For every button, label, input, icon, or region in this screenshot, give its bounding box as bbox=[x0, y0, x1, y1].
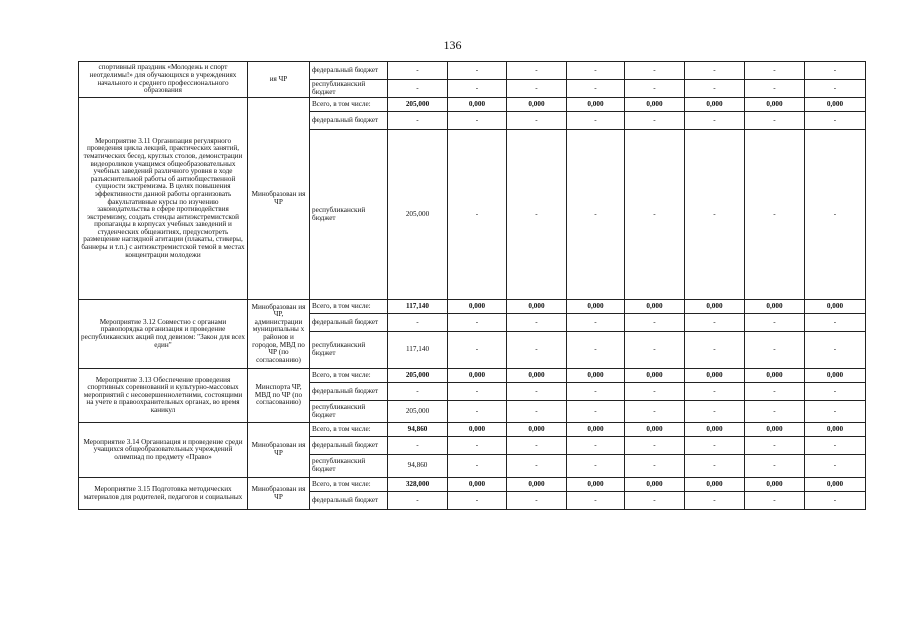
amount-cell: - bbox=[745, 437, 805, 455]
amount-cell: 0,000 bbox=[625, 423, 685, 437]
amount-cell: 0,000 bbox=[448, 369, 507, 383]
amount-cell: - bbox=[567, 437, 625, 455]
amount-cell: - bbox=[805, 383, 866, 401]
funding-source-cell: федеральный бюджет bbox=[310, 314, 388, 332]
amount-cell: 94,860 bbox=[388, 455, 448, 478]
amount-cell: - bbox=[625, 62, 685, 80]
amount-cell: - bbox=[567, 130, 625, 300]
executor-cell: Минспорта ЧР, МВД по ЧР (по согласованию) bbox=[248, 369, 310, 423]
amount-cell: 0,000 bbox=[448, 423, 507, 437]
amount-cell: 0,000 bbox=[745, 369, 805, 383]
amount-cell: - bbox=[745, 130, 805, 300]
amount-cell: 0,000 bbox=[805, 369, 866, 383]
amount-cell: - bbox=[805, 492, 866, 510]
amount-cell: 0,000 bbox=[625, 300, 685, 314]
amount-cell: - bbox=[567, 314, 625, 332]
amount-cell: 117,140 bbox=[388, 300, 448, 314]
table-row bbox=[79, 423, 866, 437]
amount-cell: - bbox=[685, 383, 745, 401]
amount-cell: 0,000 bbox=[567, 478, 625, 492]
amount-cell: 117,140 bbox=[388, 332, 448, 369]
amount-cell: - bbox=[625, 130, 685, 300]
amount-cell: - bbox=[507, 62, 567, 80]
amount-cell: - bbox=[507, 80, 567, 98]
table-row bbox=[79, 62, 866, 80]
amount-cell: - bbox=[805, 130, 866, 300]
amount-cell: - bbox=[685, 130, 745, 300]
amount-cell: - bbox=[567, 383, 625, 401]
amount-cell: - bbox=[567, 80, 625, 98]
amount-cell: - bbox=[805, 314, 866, 332]
measure-cell: Мероприятие 3.15 Подготовка методических материалов для родителей, педагогов и социальных bbox=[79, 478, 248, 510]
amount-cell: - bbox=[745, 401, 805, 423]
budget-table bbox=[78, 61, 866, 510]
amount-cell: - bbox=[448, 383, 507, 401]
amount-cell: - bbox=[448, 314, 507, 332]
amount-cell: - bbox=[388, 62, 448, 80]
amount-cell: 0,000 bbox=[805, 300, 866, 314]
amount-cell: - bbox=[685, 314, 745, 332]
amount-cell: - bbox=[388, 314, 448, 332]
funding-source-cell: Всего, в том числе: bbox=[310, 369, 388, 383]
amount-cell: 0,000 bbox=[805, 478, 866, 492]
executor-cell: Минобразован ия ЧР bbox=[248, 423, 310, 478]
amount-cell: 328,000 bbox=[388, 478, 448, 492]
amount-cell: - bbox=[745, 332, 805, 369]
table-row bbox=[79, 369, 866, 383]
amount-cell: 0,000 bbox=[685, 478, 745, 492]
amount-cell: 0,000 bbox=[507, 300, 567, 314]
funding-source-cell: Всего, в том числе: bbox=[310, 478, 388, 492]
amount-cell: - bbox=[567, 62, 625, 80]
amount-cell: - bbox=[625, 401, 685, 423]
amount-cell: - bbox=[805, 80, 866, 98]
amount-cell: - bbox=[507, 314, 567, 332]
amount-cell: 0,000 bbox=[507, 423, 567, 437]
amount-cell: - bbox=[388, 492, 448, 510]
executor-cell: Минобразован ия ЧР bbox=[248, 478, 310, 510]
funding-source-cell: федеральный бюджет bbox=[310, 492, 388, 510]
amount-cell: - bbox=[625, 314, 685, 332]
amount-cell: - bbox=[448, 492, 507, 510]
amount-cell: - bbox=[685, 437, 745, 455]
amount-cell: - bbox=[567, 492, 625, 510]
amount-cell: - bbox=[388, 437, 448, 455]
amount-cell: 94,860 bbox=[388, 423, 448, 437]
amount-cell: - bbox=[388, 112, 448, 130]
amount-cell: 0,000 bbox=[685, 369, 745, 383]
amount-cell: 0,000 bbox=[567, 300, 625, 314]
amount-cell: - bbox=[805, 332, 866, 369]
amount-cell: - bbox=[448, 401, 507, 423]
amount-cell: - bbox=[625, 332, 685, 369]
amount-cell: 0,000 bbox=[745, 478, 805, 492]
table-row bbox=[79, 478, 866, 492]
funding-source-cell: республиканский бюджет bbox=[310, 332, 388, 369]
amount-cell: - bbox=[685, 401, 745, 423]
funding-source-cell: республиканский бюджет bbox=[310, 80, 388, 98]
amount-cell: - bbox=[745, 112, 805, 130]
amount-cell: 0,000 bbox=[685, 98, 745, 112]
amount-cell: 0,000 bbox=[745, 423, 805, 437]
measure-cell: Мероприятие 3.13 Обеспечение проведения спортивных соревнований и культурно-массовых мероприятий с несовершеннолетними, состоящими на учете в правоохранительных органах, во время каникул bbox=[79, 369, 248, 423]
amount-cell: 0,000 bbox=[567, 98, 625, 112]
amount-cell: 0,000 bbox=[685, 423, 745, 437]
amount-cell: - bbox=[448, 455, 507, 478]
amount-cell: 0,000 bbox=[448, 300, 507, 314]
amount-cell: - bbox=[507, 130, 567, 300]
measure-cell: спортивный праздник «Молодежь и спорт неотделимы!» для обучающихся в учреждениях начального и среднего профессионального образования bbox=[79, 62, 248, 98]
amount-cell: - bbox=[685, 80, 745, 98]
amount-cell: - bbox=[685, 332, 745, 369]
amount-cell: 0,000 bbox=[745, 300, 805, 314]
funding-source-cell: республиканский бюджет bbox=[310, 401, 388, 423]
amount-cell: - bbox=[507, 332, 567, 369]
table-row bbox=[79, 98, 866, 112]
amount-cell: - bbox=[388, 80, 448, 98]
amount-cell: - bbox=[745, 62, 805, 80]
funding-source-cell: Всего, в том числе: bbox=[310, 300, 388, 314]
amount-cell: - bbox=[805, 437, 866, 455]
funding-source-cell: федеральный бюджет bbox=[310, 383, 388, 401]
table-row bbox=[79, 300, 866, 314]
amount-cell: 0,000 bbox=[567, 369, 625, 383]
amount-cell: - bbox=[507, 383, 567, 401]
amount-cell: 0,000 bbox=[507, 98, 567, 112]
funding-source-cell: федеральный бюджет bbox=[310, 437, 388, 455]
amount-cell: 205,000 bbox=[388, 369, 448, 383]
amount-cell: - bbox=[507, 437, 567, 455]
amount-cell: - bbox=[685, 112, 745, 130]
amount-cell: - bbox=[685, 455, 745, 478]
measure-cell: Мероприятие 3.12 Совместно с органами правопорядка организация и проведение республиканских акций под девизом: "Закон для всех един" bbox=[79, 300, 248, 369]
amount-cell: - bbox=[685, 62, 745, 80]
amount-cell: 0,000 bbox=[805, 423, 866, 437]
amount-cell: - bbox=[805, 455, 866, 478]
amount-cell: - bbox=[507, 492, 567, 510]
amount-cell: - bbox=[507, 401, 567, 423]
amount-cell: - bbox=[448, 112, 507, 130]
amount-cell: - bbox=[625, 437, 685, 455]
amount-cell: - bbox=[805, 62, 866, 80]
amount-cell: - bbox=[625, 383, 685, 401]
amount-cell: - bbox=[567, 332, 625, 369]
amount-cell: - bbox=[448, 62, 507, 80]
funding-source-cell: Всего, в том числе: bbox=[310, 98, 388, 112]
funding-source-cell: республиканский бюджет bbox=[310, 455, 388, 478]
amount-cell: - bbox=[567, 112, 625, 130]
amount-cell: - bbox=[507, 455, 567, 478]
executor-cell: Минобразован ия ЧР, администрации муниципальны х районов и городов, МВД по ЧР (по согласованию) bbox=[248, 300, 310, 369]
amount-cell: - bbox=[567, 401, 625, 423]
amount-cell: - bbox=[625, 492, 685, 510]
amount-cell: - bbox=[625, 112, 685, 130]
amount-cell: - bbox=[448, 437, 507, 455]
funding-source-cell: федеральный бюджет bbox=[310, 112, 388, 130]
amount-cell: 0,000 bbox=[625, 369, 685, 383]
page-number: 136 bbox=[443, 38, 462, 52]
funding-source-cell: республиканский бюджет bbox=[310, 130, 388, 300]
amount-cell: 0,000 bbox=[448, 478, 507, 492]
amount-cell: 0,000 bbox=[507, 478, 567, 492]
amount-cell: 0,000 bbox=[745, 98, 805, 112]
amount-cell: 205,000 bbox=[388, 401, 448, 423]
amount-cell: - bbox=[805, 112, 866, 130]
amount-cell: 0,000 bbox=[805, 98, 866, 112]
amount-cell: - bbox=[745, 492, 805, 510]
measure-cell: Мероприятие 3.14 Организация и проведение среди учащихся общеобразовательных учреждений олимпиад по предмету «Право» bbox=[79, 423, 248, 478]
amount-cell: - bbox=[745, 314, 805, 332]
amount-cell: 0,000 bbox=[448, 98, 507, 112]
amount-cell: 0,000 bbox=[507, 369, 567, 383]
amount-cell: - bbox=[745, 383, 805, 401]
executor-cell: ия ЧР bbox=[248, 62, 310, 98]
amount-cell: - bbox=[448, 130, 507, 300]
executor-cell: Минобразован ия ЧР bbox=[248, 98, 310, 300]
amount-cell: - bbox=[805, 401, 866, 423]
amount-cell: - bbox=[448, 80, 507, 98]
funding-source-cell: Всего, в том числе: bbox=[310, 423, 388, 437]
amount-cell: - bbox=[745, 455, 805, 478]
amount-cell: - bbox=[567, 455, 625, 478]
amount-cell: - bbox=[448, 332, 507, 369]
amount-cell: 205,000 bbox=[388, 130, 448, 300]
amount-cell: - bbox=[745, 80, 805, 98]
amount-cell: - bbox=[625, 80, 685, 98]
amount-cell: - bbox=[625, 455, 685, 478]
amount-cell: - bbox=[507, 112, 567, 130]
funding-source-cell: федеральный бюджет bbox=[310, 62, 388, 80]
measure-cell: Мероприятие 3.11 Организация регулярного проведения цикла лекций, практических занятий, тематических бесед, круглых столов, демонстрации видеороликов учащимся общеобразовательных учебных заведений различного уровня в ходе разъяснительной работы об антиобщественной сущности экстремизма. В целях повышения эффективности данной работы организовать факультативные курсы по изучению законодательства в сфере противодействия экстремизму, создать стенды антиэкстремистской пропаганды в корпусах учебных заведений и студенческих общежитиях, предусмотреть размещение наглядной агитации (плакаты, стикеры, баннеры и т.п.) с антиэкстремистской темой в местах концентрации молодежи bbox=[79, 98, 248, 300]
amount-cell: 0,000 bbox=[567, 423, 625, 437]
amount-cell: - bbox=[388, 383, 448, 401]
amount-cell: 0,000 bbox=[625, 478, 685, 492]
amount-cell: 0,000 bbox=[625, 98, 685, 112]
amount-cell: 205,000 bbox=[388, 98, 448, 112]
amount-cell: 0,000 bbox=[685, 300, 745, 314]
amount-cell: - bbox=[685, 492, 745, 510]
